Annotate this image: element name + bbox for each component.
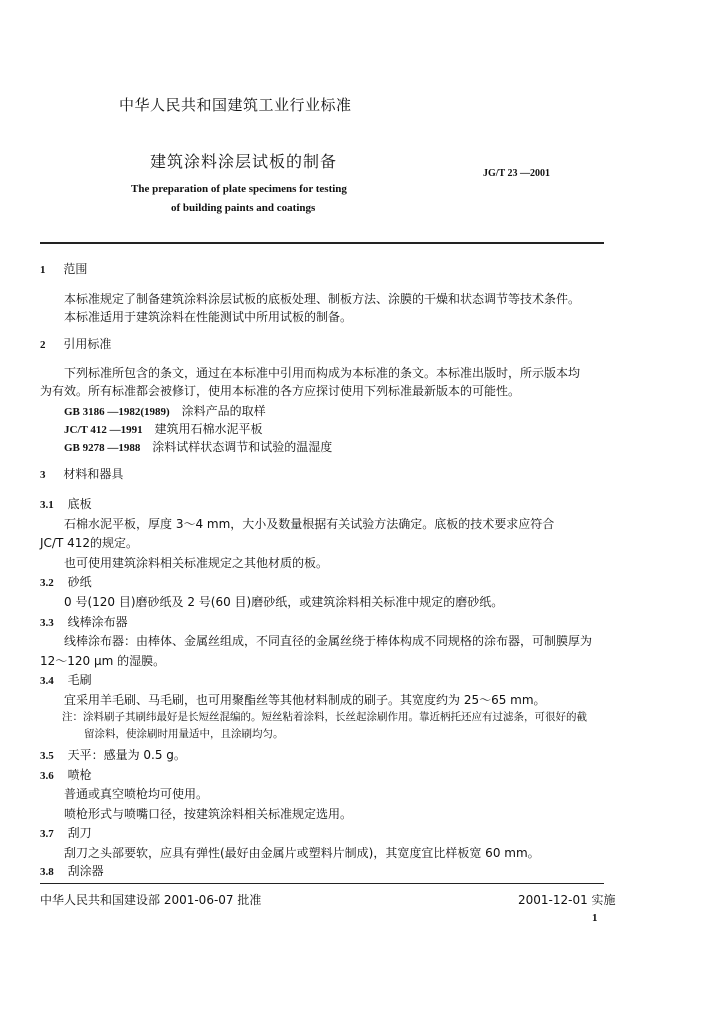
subsection-3-4-line1: 宜采用羊毛刷、马毛刷，也可用聚酯丝等其他材料制成的刷子。其宽度约为 25～65 mm。 <box>64 693 546 707</box>
subsection-title: 底板 <box>67 497 92 511</box>
section-2-paragraph-line1: 下列标准所包含的条文，通过在本标准中引用而构成为本标准的条文。本标准出版时，所示版本均 <box>64 366 581 380</box>
reference-name: 建筑用石棉水泥平板 <box>154 422 263 436</box>
subsection-3-1-line1: 石棉水泥平板，厚度 3～4 mm，大小及数量根据有关试验方法确定。底板的技术要求应符合 <box>64 517 555 531</box>
reference-item <box>64 421 262 438</box>
section-3-heading <box>40 466 123 483</box>
section-1-paragraph-1: 本标准规定了制备建筑涂料涂层试板的底板处理、制板方法、涂膜的干燥和状态调节等技术条件。 <box>64 292 581 306</box>
reference-code: GB 3186 —1982(1989) <box>64 406 170 418</box>
section-number: 2 <box>40 339 46 351</box>
subsection-title: 天平：感量为 0.5 g。 <box>67 748 186 762</box>
subsection-3-4-heading <box>40 672 92 689</box>
subsection-number: 3.6 <box>40 770 54 782</box>
subsection-3-2-heading <box>40 574 92 591</box>
standard-code: JG/T 23 —2001 <box>483 168 551 179</box>
subsection-3-7-heading <box>40 825 92 842</box>
subsection-number: 3.7 <box>40 828 54 840</box>
section-1-heading <box>40 261 87 278</box>
subsection-number: 3.2 <box>40 577 54 589</box>
section-number: 1 <box>40 264 46 276</box>
section-title: 范围 <box>63 262 88 276</box>
reference-code: JC/T 412 —1991 <box>64 424 143 436</box>
reference-code: GB 9278 —1988 <box>64 442 141 454</box>
page-number: 1 <box>592 912 598 924</box>
subsection-title: 线棒涂布器 <box>67 615 128 629</box>
subsection-number: 3.8 <box>40 866 54 878</box>
subsection-3-4-note-line1: 注：涂料刷子其刷纬最好是长短丝混编的。短丝粘着涂料，长丝起涂刷作用。靠近柄托还应有过滤条，可很好的截 <box>62 711 587 723</box>
section-2-paragraph-line2: 为有效。所有标准都会被修订，使用本标准的各方应探讨使用下列标准最新版本的可能性。 <box>40 384 521 398</box>
reference-name: 涂料产品的取样 <box>181 404 266 418</box>
subsection-title: 毛刷 <box>67 673 92 687</box>
subsection-3-1-heading <box>40 496 92 513</box>
subsection-3-3-line2: 12～120 μm 的湿膜。 <box>40 654 166 668</box>
section-number: 3 <box>40 469 46 481</box>
document-title-en-line1: The preparation of plate specimens for testing <box>131 183 347 195</box>
document-title-cn: 建筑涂料涂层试板的制备 <box>150 152 338 171</box>
reference-name: 涂料试样状态调节和试验的温湿度 <box>152 440 333 454</box>
document-title-en-line2: of building paints and coatings <box>171 202 316 214</box>
subsection-3-1-line3: 也可使用建筑涂料相关标准规定之其他材质的板。 <box>64 556 329 570</box>
footer-effective-date: 2001-12-01 实施 <box>518 893 616 907</box>
subsection-3-6-line2: 喷枪形式与喷嘴口径，按建筑涂料相关标准规定选用。 <box>64 807 353 821</box>
subsection-3-4-note-line2: 留涂料，使涂刷时用量适中，且涂刷均匀。 <box>84 728 284 740</box>
subsection-title: 刮涂器 <box>67 864 104 878</box>
footer-issuer: 中华人民共和国建设部 2001-06-07 批准 <box>40 893 262 907</box>
subsection-title: 砂纸 <box>67 575 92 589</box>
subsection-3-8-heading <box>40 863 104 880</box>
subsection-3-6-heading <box>40 767 92 784</box>
section-title: 引用标准 <box>63 337 112 351</box>
subsection-3-3-heading <box>40 614 128 631</box>
subsection-3-6-line1: 普通或真空喷枪均可使用。 <box>64 787 209 801</box>
org-standard-title: 中华人民共和国建筑工业行业标准 <box>119 96 352 114</box>
subsection-3-3-line1: 线棒涂布器：由棒体、金属丝组成，不同直径的金属丝绕于棒体构成不同规格的涂布器，可制膜厚为 <box>64 634 593 648</box>
footer-rule <box>40 883 604 884</box>
subsection-number: 3.1 <box>40 499 54 511</box>
subsection-3-1-line2: JC/T 412的规定。 <box>40 536 139 550</box>
section-1-paragraph-2: 本标准适用于建筑涂料在性能测试中所用试板的制备。 <box>64 310 353 324</box>
subsection-number: 3.3 <box>40 617 54 629</box>
section-title: 材料和器具 <box>63 467 124 481</box>
subsection-title: 刮刀 <box>67 826 92 840</box>
section-2-heading <box>40 336 111 353</box>
reference-item <box>64 439 332 456</box>
subsection-3-7-line1: 刮刀之头部要软，应具有弹性(最好由金属片或塑料片制成)，其宽度宜比样板宽 60 mm。 <box>64 846 540 860</box>
reference-item <box>64 403 266 420</box>
subsection-number: 3.4 <box>40 675 54 687</box>
subsection-3-2-line1: 0 号(120 目)磨砂纸及 2 号(60 目)磨砂纸，或建筑涂料相关标准中规定的磨砂纸。 <box>64 595 504 609</box>
header-rule <box>40 242 604 244</box>
subsection-3-5-heading <box>40 747 186 764</box>
subsection-number: 3.5 <box>40 750 54 762</box>
subsection-title: 喷枪 <box>67 768 92 782</box>
